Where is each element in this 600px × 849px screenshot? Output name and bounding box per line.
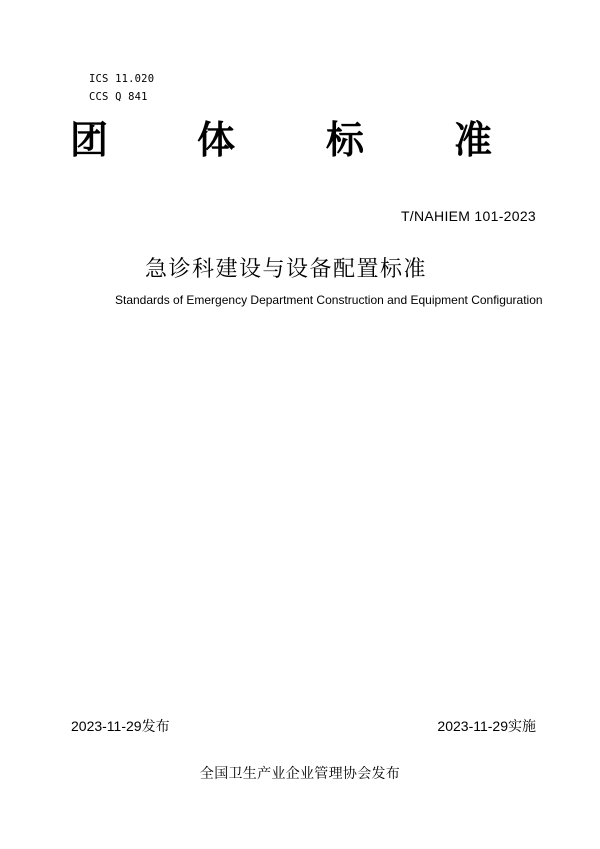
classification-codes [89,70,154,106]
ics-code: ICS 11.020 [89,73,155,85]
standard-type-char-1: 团 [70,118,109,162]
ccs-code: CCS Q 841 [89,91,148,103]
standard-number: T/NAHIEM 101-2023 [400,208,536,224]
standard-type-heading [0,115,600,165]
issuing-organization: 全国卫生产业企业管理协会发布 [199,766,401,782]
english-title: Standards of Emergency Department Construction and Equipment Configuration [115,293,543,307]
standard-type-char-2: 体 [197,118,236,162]
implementation-date: 2023-11-29实施 [437,718,536,734]
publish-date: 2023-11-29发布 [71,718,170,734]
standard-type-char-3: 标 [326,118,365,162]
chinese-title: 急诊科建设与设备配置标准 [145,257,428,282]
standard-type-char-4: 准 [454,118,493,162]
